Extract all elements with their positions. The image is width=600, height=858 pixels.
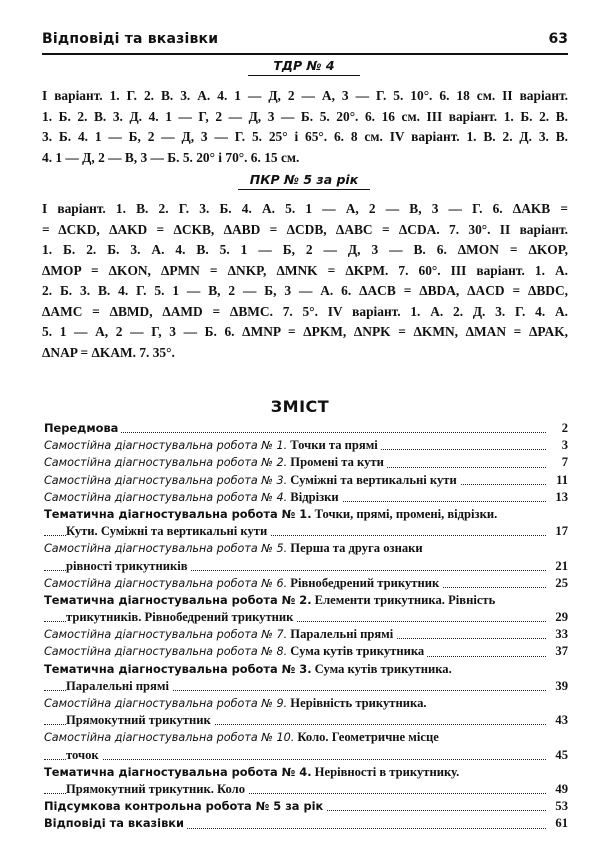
toc-entry-topic: Коло. Геометричне місце <box>294 730 439 745</box>
toc-page-number: 25 <box>552 575 568 592</box>
toc-page-number: 33 <box>552 626 568 643</box>
toc-entry-continuation: Кути. Суміжні та вертикальні кути <box>66 524 268 539</box>
toc-entry-tdr-4[interactable] <box>44 764 568 781</box>
toc-entry-sdr-6[interactable] <box>44 575 568 592</box>
toc-entry-sdr-4[interactable] <box>44 489 568 506</box>
toc-entry-topic: Елементи трикутника. Рівність <box>311 592 496 607</box>
toc-entry-tdr-3[interactable] <box>44 661 568 678</box>
tdr4-line: 1. Б. 2. В. 3. Д. 4. 1 — Г, 2 — Д, 3 — Б. 5. 20°. 6. 16 см. III варіант. 1. Б. 2. В. <box>42 108 568 124</box>
toc-entry-tdr-2-cont[interactable] <box>44 609 568 626</box>
tdr4-rule <box>248 75 360 76</box>
toc-entry-topic: Нерівність трикутника. <box>287 696 427 710</box>
toc-page-number: 61 <box>552 815 568 832</box>
toc-entry-sdr-3[interactable] <box>44 472 568 489</box>
toc-entry-sdr-7[interactable] <box>44 626 568 643</box>
toc-entry-sdr-8[interactable] <box>44 643 568 660</box>
toc-page-number: 3 <box>559 437 568 454</box>
toc-entry-lead: Тематична діагностувальна робота № 4. <box>44 764 312 779</box>
toc-entry-lead: Самостійна діагностувальна робота № 7. <box>44 628 288 642</box>
toc-page-number: 49 <box>552 781 568 798</box>
toc-page-number: 11 <box>553 472 568 489</box>
toc-entry-tdr-4-cont[interactable] <box>44 781 568 798</box>
contents-title: ЗМІСТ <box>270 397 330 416</box>
toc-page-number: 29 <box>552 609 568 626</box>
toc-entry-topic: Точки та прямі <box>287 438 378 453</box>
toc-entry-lead: Самостійна діагностувальна робота № 1. <box>44 439 288 453</box>
pkr5-title: ПКР № 5 за рік <box>249 172 359 187</box>
toc-entry-lead: Самостійна діагностувальна робота № 2. <box>44 456 288 470</box>
tdr4-answers <box>42 86 568 168</box>
toc-entry-lead: Самостійна діагностувальна робота № 5. <box>44 542 288 556</box>
toc-entry-sdr-10-cont[interactable] <box>44 747 568 764</box>
pkr5-line: = ΔCKD, ΔAKD = ΔCKB, ΔABD = ΔCDB, ΔABC = ΔCDA. 7. 30°. II варіант. <box>42 221 568 237</box>
toc-page-number: 53 <box>552 798 568 815</box>
pkr5-line: ΔNAP = ΔKAM. 7. 35°. <box>42 344 175 360</box>
toc-page-number: 37 <box>552 643 568 660</box>
toc-entry-lead: Самостійна діагностувальна робота № 9. <box>44 697 288 710</box>
toc-entry-lead: Самостійна діагностувальна робота № 10. <box>44 731 295 745</box>
toc-entry-lead: Самостійна діагностувальна робота № 4. <box>44 490 288 504</box>
toc-entry-sdr-9-cont[interactable] <box>44 712 568 729</box>
toc-entry-sdr-5-cont[interactable] <box>44 558 568 575</box>
toc-page-number: 13 <box>552 489 568 506</box>
header-title: Відповіді та вказівки <box>42 31 219 47</box>
toc-entry-tdr-1[interactable] <box>44 506 568 523</box>
toc-entry-topic: Суміжні та вертикальні кути <box>287 472 457 487</box>
toc-entry-tdr-1-cont[interactable] <box>44 523 568 540</box>
toc-entry-topic: Перша та друга ознаки <box>287 541 423 556</box>
pkr5-line: 1. Б. 2. Б. 3. А. 4. В. 5. 1 — Б, 2 — Д, 3 — В. 6. ΔMON = ΔKOP, <box>42 242 568 257</box>
toc-entry-continuation: точок <box>66 747 99 762</box>
pkr5-line: ΔAMC = ΔBMD, ΔAMD = ΔBMC. 7. 5°. IV варіант. 1. А. 2. Д. 3. Г. 4. А. <box>42 303 568 319</box>
toc-entry-continuation: Паралельні прямі <box>66 678 169 693</box>
pkr5-rule <box>238 189 370 190</box>
toc-entry-topic: Точки, прямі, промені, відрізки. <box>311 506 498 521</box>
toc-entry-lead: Передмова <box>44 421 119 435</box>
pkr5-answers <box>42 199 568 363</box>
toc-entry-topic: Паралельні прямі <box>287 627 394 642</box>
page-number: 63 <box>548 31 568 47</box>
toc-page-number: 17 <box>552 523 568 540</box>
pkr5-line: 2. Б. 3. В. 4. Г. 5. 1 — В, 2 — Б, 3 — А. 6. ΔACB = ΔBDA, ΔACD = ΔBDC, <box>42 283 568 298</box>
toc-entry-continuation: рівності трикутників <box>66 558 188 573</box>
tdr4-heading <box>248 58 360 73</box>
toc-entry-topic: Сума кутів трикутника <box>287 644 425 659</box>
toc-entry-topic: Нерівності в трикутнику. <box>311 764 460 779</box>
tdr4-line: I варіант. 1. Г. 2. В. 3. А. 4. 1 — Д, 2 — А, 3 — Г. 5. 10°. 6. 18 см. II варіант. <box>42 88 568 103</box>
toc-entry-pkr-5[interactable] <box>44 798 568 815</box>
toc-entry-sdr-9[interactable] <box>44 695 568 712</box>
pkr5-line: ΔMOP = ΔKON, ΔPMN = ΔNKP, ΔMNK = ΔKPM. 7. 60°. III варіант. 1. А. <box>42 262 568 278</box>
toc-entry-answers[interactable] <box>44 815 568 832</box>
toc-entry-lead: Тематична діагностувальна робота № 1. <box>44 506 312 521</box>
toc-entry-continuation: трикутників. Рівнобедрений трикутник <box>66 610 294 625</box>
toc-entry-lead: Самостійна діагностувальна робота № 3. <box>44 473 288 487</box>
toc-entry-lead: Тематична діагностувальна робота № 2. <box>44 592 312 607</box>
tdr4-title: ТДР № 4 <box>273 58 335 73</box>
toc-entry-topic: Рівнобедрений трикутник <box>287 575 440 590</box>
toc-entry-sdr-2[interactable] <box>44 454 568 471</box>
toc-entry-lead: Відповіді та вказівки <box>44 816 184 831</box>
toc-entry-topic: Сума кутів трикутника. <box>311 661 452 676</box>
toc-entry-lead: Самостійна діагностувальна робота № 8. <box>44 645 288 659</box>
table-of-contents <box>44 420 568 833</box>
pkr5-line: 5. 1 — А, 2 — Г, 3 — Б. 6. ΔMNP = ΔPKM, ΔNPK = ΔKMN, ΔMAN = ΔPAK, <box>42 324 568 339</box>
pkr5-heading <box>238 172 370 187</box>
tdr4-line: 4. 1 — Д, 2 — В, 3 — Б. 5. 20° і 70°. 6. 15 см. <box>42 149 300 165</box>
toc-entry-tdr-3-cont[interactable] <box>44 678 568 695</box>
toc-entry-sdr-5[interactable] <box>44 540 568 557</box>
toc-entry-topic: Промені та кути <box>287 455 384 470</box>
toc-page-number: 39 <box>552 678 568 695</box>
toc-entry-continuation: Прямокутний трикутник. Коло <box>66 781 246 796</box>
toc-entry-lead: Самостійна діагностувальна робота № 6. <box>44 576 288 590</box>
toc-page-number: 2 <box>559 420 568 437</box>
running-header <box>42 27 568 55</box>
toc-entry-lead: Тематична діагностувальна робота № 3. <box>44 661 312 676</box>
tdr4-line: 3. Б. 4. 1 — Б, 2 — Д, 3 — Г. 5. 25° і 65°. 6. 8 см. IV варіант. 1. В. 2. Д. 3. В. <box>42 129 568 144</box>
toc-entry-sdr-10[interactable] <box>44 729 568 746</box>
pkr5-line: I варіант. 1. В. 2. Г. 3. Б. 4. А. 5. 1 — А, 2 — В, 3 — Г. 6. ΔAKB = <box>42 201 568 216</box>
toc-entry-continuation: Прямокутний трикутник <box>66 713 211 728</box>
toc-entry-lead: Підсумкова контрольна робота № 5 за рік <box>44 799 324 814</box>
toc-entry-preface[interactable] <box>44 420 568 437</box>
toc-entry-sdr-1[interactable] <box>44 437 568 454</box>
toc-page-number: 45 <box>552 747 568 764</box>
leader-dots <box>44 759 546 760</box>
toc-entry-tdr-2[interactable] <box>44 592 568 609</box>
toc-page-number: 43 <box>552 712 568 729</box>
toc-page-number: 21 <box>552 558 568 575</box>
toc-entry-topic: Відрізки <box>287 489 339 504</box>
toc-page-number: 7 <box>559 454 568 471</box>
